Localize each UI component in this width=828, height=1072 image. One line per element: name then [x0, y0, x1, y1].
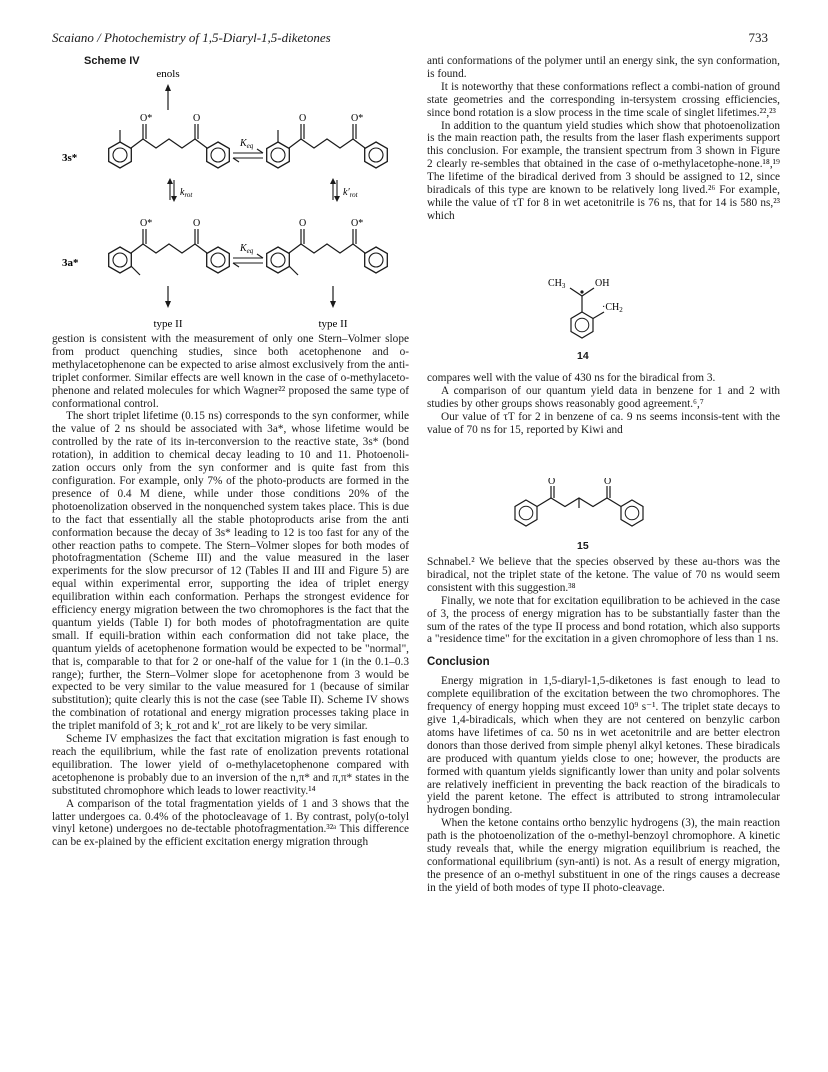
k-rot-label: $k_{rot}$ — [180, 187, 193, 199]
molecule-3s-left — [109, 113, 230, 168]
left-column — [52, 333, 409, 849]
oh-label: OH — [595, 278, 610, 289]
ch3-label: $CH_3$ — [548, 278, 566, 290]
molecule-3a-left — [109, 218, 230, 275]
paragraph: Schnabel.² We believe that the species observed by these au-thors was the biradical, not the triplet state of the ketone. The value of 70 ns would seem consistent with this suggestion.³⁸ — [427, 556, 780, 594]
structure-15-label: 15 — [577, 540, 589, 552]
k-rot-prime-arrow — [330, 178, 359, 202]
paragraph: anti conformations of the polymer until an energy sink, the syn conformation, is found. — [427, 55, 780, 80]
o-star-label: O* — [140, 113, 153, 124]
o-label: O — [193, 218, 201, 229]
right-column-lower — [427, 556, 780, 895]
structure-14-label: 14 — [577, 350, 589, 362]
right-column-top — [427, 55, 780, 223]
molecule-3s-right — [267, 113, 388, 168]
molecule-3a-right — [267, 218, 388, 275]
paragraph: When the ketone contains ortho benzylic hydrogens (3), the main reaction path is the photoenolization of the o-methyl-benzoyl chromophore. A kinetic study reveals that, while the energy migration equilibrium is reached, the conformational equilibrium (syn-anti) is not. As a result of energy migration, the presence of an o-methyl substituent in one of the rings causes a decrease in the yield of both modes of type II photo-cleavage. — [427, 817, 780, 894]
o-label: O — [299, 218, 307, 229]
o-star-label: O* — [351, 113, 364, 124]
equilibrium-arrow-bottom — [233, 243, 263, 267]
conclusion-heading: Conclusion — [427, 656, 490, 669]
type-ii-right: type II — [318, 318, 348, 330]
k-rot-arrow — [167, 178, 193, 202]
o-label: O — [604, 478, 612, 487]
paragraph: A comparison of the total fragmentation yields of 1 and 3 shows that the latter undergoes ca. 0.4% of the photocleavage of 1. By contrast, poly(o-tolyl vinyl ketone) undergoes no de-tectable photofragmentation.³²ᵃ This difference can be ex-plained by the efficient excitation energy migration through — [52, 797, 409, 849]
paragraph: Scheme IV emphasizes the fact that excitation migration is fast enough to reach the equilibrium, while the fast rate of enolization prevents rotational equilibration. The lower yield of o-methylacetophenone compared with acetophenone is probably due to an inversion of the n,π* and π,π* states in the substituted chromophore which leads to lower reactivity.¹⁴ — [52, 733, 409, 797]
type-ii-left: type II — [153, 318, 183, 330]
paragraph: A comparison of our quantum yield data in benzene for 1 and 2 with studies by other groups shows reasonably good agreement.⁶,⁷ — [427, 384, 780, 410]
paragraph: Energy migration in 1,5-diaryl-1,5-diketones is fast enough to lead to complete equilibration of the excitation between the two chromophores. The frequency of energy hopping must exceed 10⁹ s⁻¹. The triplet state decays to give 1,4-biradicals, which when they are not centered on benzylic carbon atoms have lifetimes of ca. 50 ns in wet acetonitrile and are better electron donors than those derived from simple phenyl alkyl ketones. These biradicals are produced with quantum yields close to one; however, the products are formed with quantum yields significantly lower than unity and polar solvents are relatively inefficient in preventing the back reaction of the biradicals to yield the parent ketone. The effect is attributed to strong intramolecular hydrogen bonding. — [427, 675, 780, 817]
running-title: Scaiano / Photochemistry of 1,5-Diaryl-1,5-diketones — [52, 30, 331, 45]
species-3s: 3s* — [62, 152, 78, 164]
enols-label: enols — [156, 68, 180, 80]
o-label: O — [193, 113, 201, 124]
o-label: O — [548, 478, 556, 487]
structure-14 — [542, 274, 652, 364]
enols-arrowhead — [165, 84, 171, 91]
structure-15 — [508, 478, 668, 538]
paragraph: compares well with the value of 430 ns for the biradical from 3. — [427, 372, 716, 384]
paragraph: It is noteworthy that these conformations reflect a combi-nation of ground state geometries and the corresponding in-tersystem crossing efficiencies, since bond rotation is a slow process in the time scale of singlet lifetimes.²²,²³ — [427, 80, 780, 119]
paragraph: gestion is consistent with the measurement of only one Stern–Volmer slope from product quenching studies, since both acetophenone and o-methylacetophenone can be expected to arise almost exclusively from the anti-triplet conformer. Similar effects are well known in the case of o-methylaceto-phenone and related molecules for which Wagner²² proposed the same type of conformational control. — [52, 333, 409, 410]
o-label: O — [299, 113, 307, 124]
paragraph: Our value of τT for 2 in benzene of ca. 9 ns seems inconsis-tent with the value of 70 ns for 15, reported by Kiwi and — [427, 410, 780, 436]
paragraph: The short triplet lifetime (0.15 ns) corresponds to the syn conformer, while the value of 2 ns should be associated with 3a*, whose lifetime would be controlled by the rate of its in-terconversion to the reactive state, 3s* (bond rotation), in addition to chemical decay leading to 10 and 11. Photoenoli-zation occurs only from the syn conformer and is quite fast from this configuration. For example, only 7% of the photo-products are formed in the presence of 0.4 M diene, while under those conditions 20% of the photoenolization observed in the nonquenched system takes place. This is due to the fact that essentially all the stable photoproducts arise from the anti conformation because the decay of 3s* leading to 12 is too fast for any of the other reaction paths to compete. The Stern–Volmer slopes for both modes of photofragmentation (Scheme III) and the value measured in the laser experiments for the slow precursor of 12 (Tables II and III and Figure 5) are equal within experimental error, supporting the idea of triplet energy equilibration within each conformation. Perhaps the strongest evidence for efficiency energy migration between the two chromophores is the fact that the quantum yields (Table I) for both modes of photofragmentation are quite small. If equili-bration within each conformation did not take place, the quantum yields of acetophenone formation would be expected to be "normal", that is, comparable to that for 2 or one-half of the value for 1 (in the 0.1–0.3 range); further, the Stern–Volmer slope for acetophenone from 3 would be expected to be very similar to the value measured for 1 (because of similar substitution); quite clearly this is not the case (see Table II). Scheme IV shows the combination of rotational and energy migration processes taking place in the triplet manifold of 3; k_rot and k′_rot are likely to be very similar. — [52, 410, 409, 733]
o-star-label: O* — [351, 218, 364, 229]
paragraph: Finally, we note that for excitation equilibration to be achieved in the case of 3, the process of energy migration has to be substantially faster than the sum of the rates of the type II process and bond rotation, which also supports a "residence time" for the excitation in a given chromophore of less than 1 ns. — [427, 594, 780, 646]
k-rot-prime-label: $k'_{rot}$ — [343, 187, 358, 199]
equilibrium-arrow-top — [233, 138, 263, 162]
keq-label: $K_{eq}$ — [240, 138, 254, 150]
o-star-label: O* — [140, 218, 153, 229]
right-column-middle — [427, 372, 780, 437]
keq-label: $K_{eq}$ — [240, 243, 254, 255]
page-number: 733 — [748, 30, 768, 45]
scheme-label: Scheme IV — [84, 55, 140, 67]
species-3a: 3a* — [62, 257, 79, 269]
ch2-label: $\cdot CH_2$ — [602, 302, 623, 314]
scheme-iv-diagram — [50, 60, 420, 335]
paragraph: In addition to the quantum yield studies which show that photoenolization is the main reaction path, the results from the laser flash experiments support this conclusion. For example, the transient spectrum from 3 shown in Figure 2 clearly re-sembles that obtained in the case of o-methylacetophe-none.¹⁸,¹⁹ The lifetime of the biradical derived from 3 should be assigned to 12, since biradicals of this type are known to be relatively long lived.²⁶ For example, while the value of τT for 8 in wet acetonitrile is 76 ns, that for 14 is 580 ns,²³ which — [427, 119, 780, 222]
